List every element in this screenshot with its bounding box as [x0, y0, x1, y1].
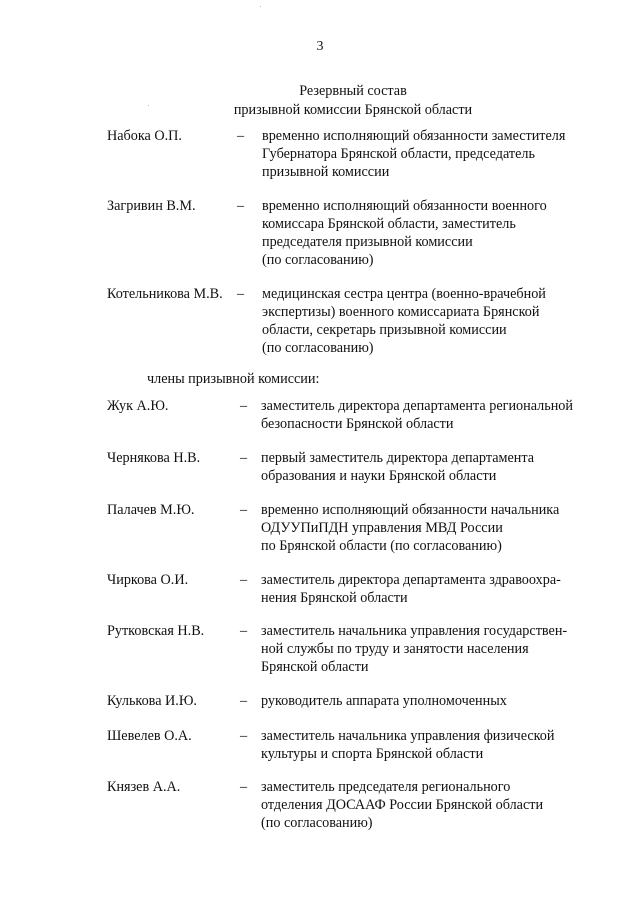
person-name: Чиркова О.И. [107, 572, 189, 588]
position-description: заместитель председателя регионального отделения ДОСААФ России Брянской области (по согласованию) [261, 779, 544, 831]
position-description: первый заместитель директора департамента образования и науки Брянской области [261, 450, 535, 484]
dash-separator: – [240, 450, 248, 466]
dash-separator: – [237, 286, 245, 302]
dash-separator: – [240, 502, 248, 518]
person-name: Котельникова М.В. [107, 286, 223, 302]
members-heading: члены призывной комиссии: [147, 371, 320, 387]
person-name: Палачев М.Ю. [107, 502, 195, 518]
position-description: временно исполняющий обязанности военного комиссара Брянской области, заместитель председателя призывной комиссии (по согласованию) [262, 198, 547, 268]
dash-separator: – [240, 693, 248, 709]
person-name: Загривин В.М. [107, 198, 196, 214]
person-name: Князев А.А. [107, 779, 181, 795]
title-line-1: Резервный состав [299, 83, 407, 99]
position-description: заместитель начальника управления физической культуры и спорта Брянской области [261, 728, 555, 762]
dash-separator: – [237, 198, 245, 214]
person-name: Чернякова Н.В. [107, 450, 201, 466]
person-name: Жук А.Ю. [107, 398, 169, 414]
person-name: Кулькова И.Ю. [107, 693, 197, 709]
dash-separator: – [240, 572, 248, 588]
scan-speck [260, 6, 261, 7]
dash-separator: – [240, 398, 248, 414]
dash-separator: – [237, 128, 245, 144]
position-description: временно исполняющий обязанности начальника ОДУУПиПДН управления МВД России по Брянской области (по согласованию) [261, 502, 560, 554]
person-name: Рутковская Н.В. [107, 623, 205, 639]
dash-separator: – [240, 779, 248, 795]
position-description: медицинская сестра центра (военно-врачебной экспертизы) военного комиссариата Брянской области, секретарь призывной комиссии (по согласованию) [262, 286, 546, 356]
page-number: 3 [316, 39, 324, 54]
person-name: Шевелев О.А. [107, 728, 192, 744]
position-description: заместитель директора департамента региональной безопасности Брянской области [261, 398, 573, 432]
dash-separator: – [240, 728, 248, 744]
position-description: заместитель начальника управления государствен- ной службы по труду и занятости населения Брянской области [261, 623, 568, 675]
position-description: руководитель аппарата уполномоченных [261, 693, 507, 709]
title-line-2: призывной комиссии Брянской области [233, 102, 473, 118]
position-description: временно исполняющий обязанности заместителя Губернатора Брянской области, председатель призывной комиссии [262, 128, 566, 180]
document-title [0, 82, 640, 120]
position-description: заместитель директора департамента здравоохра- нения Брянской области [261, 572, 561, 606]
dash-separator: – [240, 623, 248, 639]
person-name: Набока О.П. [107, 128, 182, 144]
